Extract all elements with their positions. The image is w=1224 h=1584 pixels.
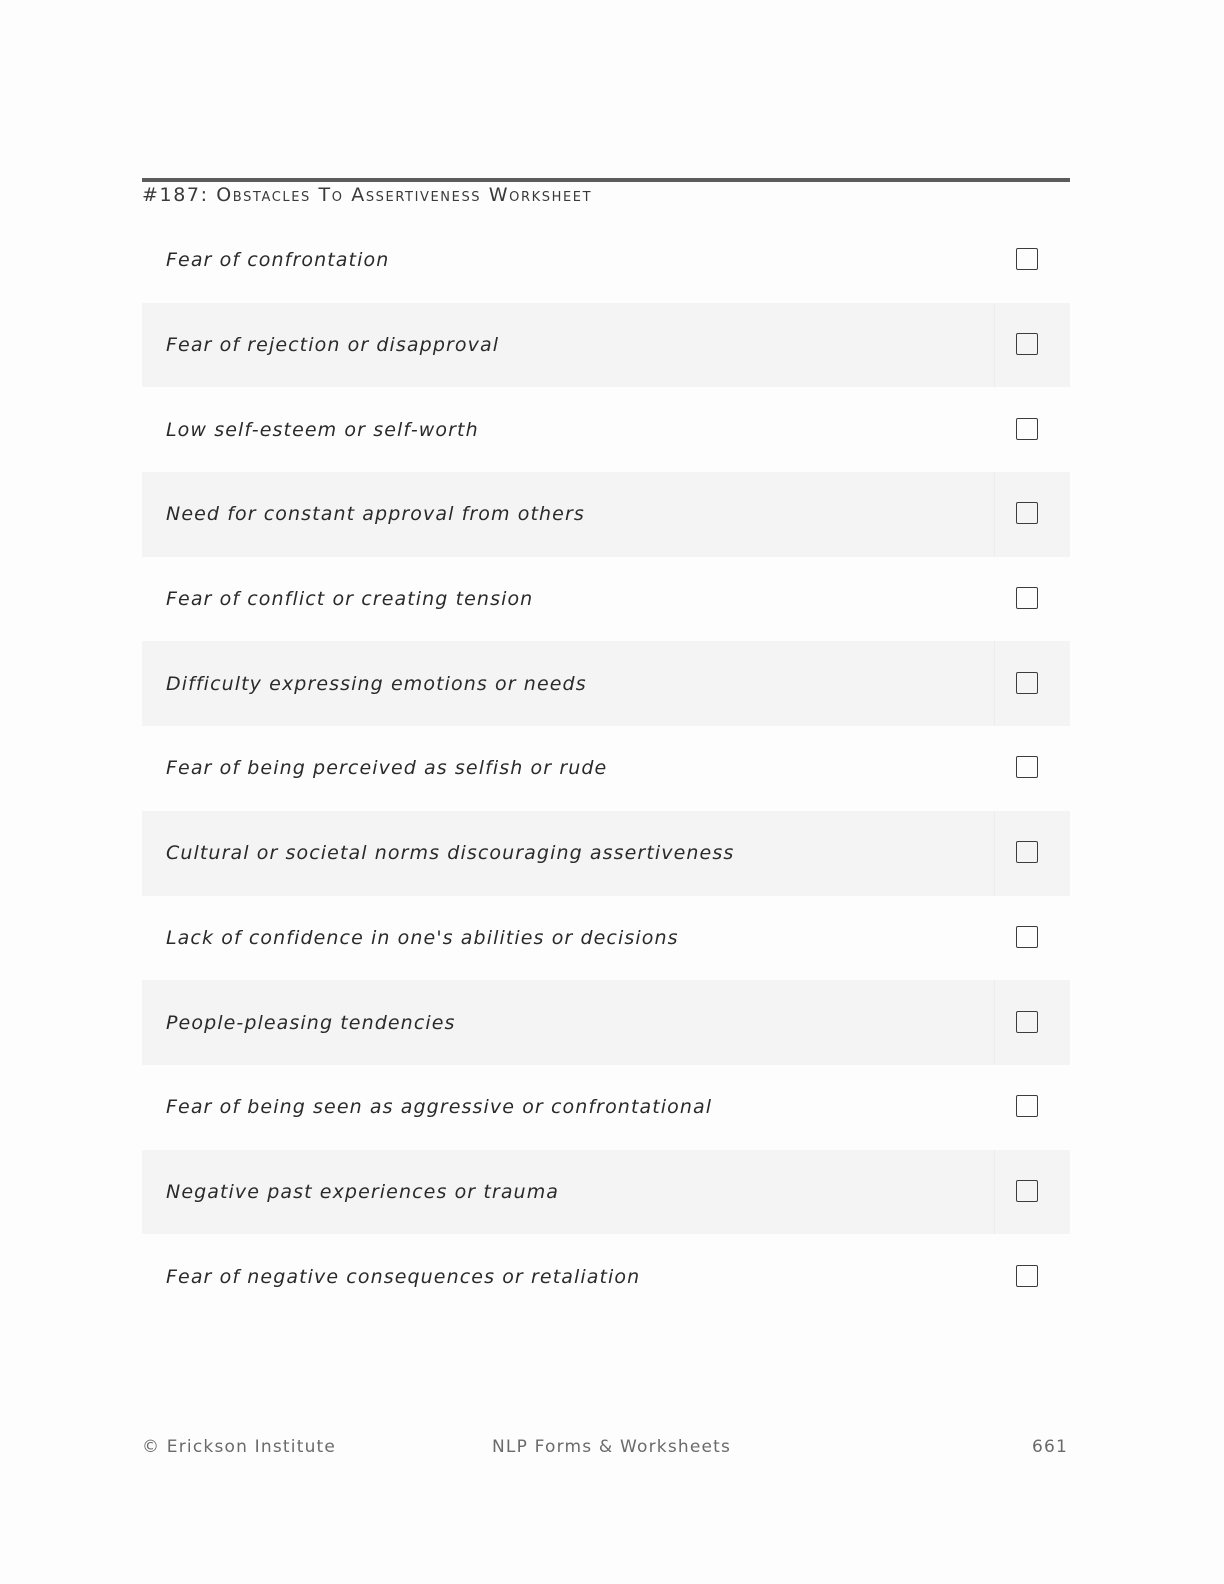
item-label: Fear of confrontation xyxy=(166,249,390,272)
checklist-row xyxy=(142,811,1070,896)
checklist-row xyxy=(142,896,1070,981)
header-rule xyxy=(142,178,1070,182)
checkbox[interactable] xyxy=(1016,418,1038,440)
checkbox[interactable] xyxy=(1016,1265,1038,1287)
item-label: Difficulty expressing emotions or needs xyxy=(166,672,587,695)
checkbox[interactable] xyxy=(1016,1011,1038,1033)
checkbox[interactable] xyxy=(1016,333,1038,355)
item-label: Negative past experiences or trauma xyxy=(166,1180,560,1203)
checklist-row xyxy=(142,1065,1070,1150)
checklist-row xyxy=(142,641,1070,726)
checklist-row xyxy=(142,472,1070,557)
footer-book-title: NLP Forms & Worksheets xyxy=(492,1437,732,1457)
checklist-row xyxy=(142,1234,1070,1319)
checkbox[interactable] xyxy=(1016,248,1038,270)
checkbox[interactable] xyxy=(1016,926,1038,948)
footer-copyright: © Erickson Institute xyxy=(142,1437,337,1457)
checkbox[interactable] xyxy=(1016,1095,1038,1117)
checkbox[interactable] xyxy=(1016,502,1038,524)
item-label: Fear of rejection or disapproval xyxy=(166,334,500,357)
item-label: Need for constant approval from others xyxy=(166,503,585,526)
checklist-row xyxy=(142,387,1070,472)
item-label: Fear of being perceived as selfish or rude xyxy=(166,757,608,780)
item-label: People-pleasing tendencies xyxy=(166,1011,456,1034)
checklist-row xyxy=(142,557,1070,642)
checkbox[interactable] xyxy=(1016,672,1038,694)
checklist-row xyxy=(142,218,1070,303)
checkbox[interactable] xyxy=(1016,1180,1038,1202)
item-label: Lack of confidence in one's abilities or decisions xyxy=(166,926,679,949)
page-footer xyxy=(142,1437,1070,1461)
checkbox[interactable] xyxy=(1016,587,1038,609)
item-label: Fear of negative consequences or retaliation xyxy=(166,1265,641,1288)
item-label: Fear of conflict or creating tension xyxy=(166,588,534,611)
checklist-row xyxy=(142,303,1070,388)
item-label: Fear of being seen as aggressive or confrontational xyxy=(166,1096,713,1119)
checkbox[interactable] xyxy=(1016,841,1038,863)
page-number: 661 xyxy=(1031,1437,1068,1457)
item-label: Low self-esteem or self-worth xyxy=(166,418,479,441)
item-label: Cultural or societal norms discouraging assertiveness xyxy=(166,842,735,865)
checklist-row xyxy=(142,980,1070,1065)
checklist-row xyxy=(142,1150,1070,1235)
checklist-row xyxy=(142,726,1070,811)
checklist xyxy=(142,218,1070,1319)
worksheet-title: #187: Obstacles To Assertiveness Worksheet xyxy=(142,184,593,206)
checkbox[interactable] xyxy=(1016,756,1038,778)
